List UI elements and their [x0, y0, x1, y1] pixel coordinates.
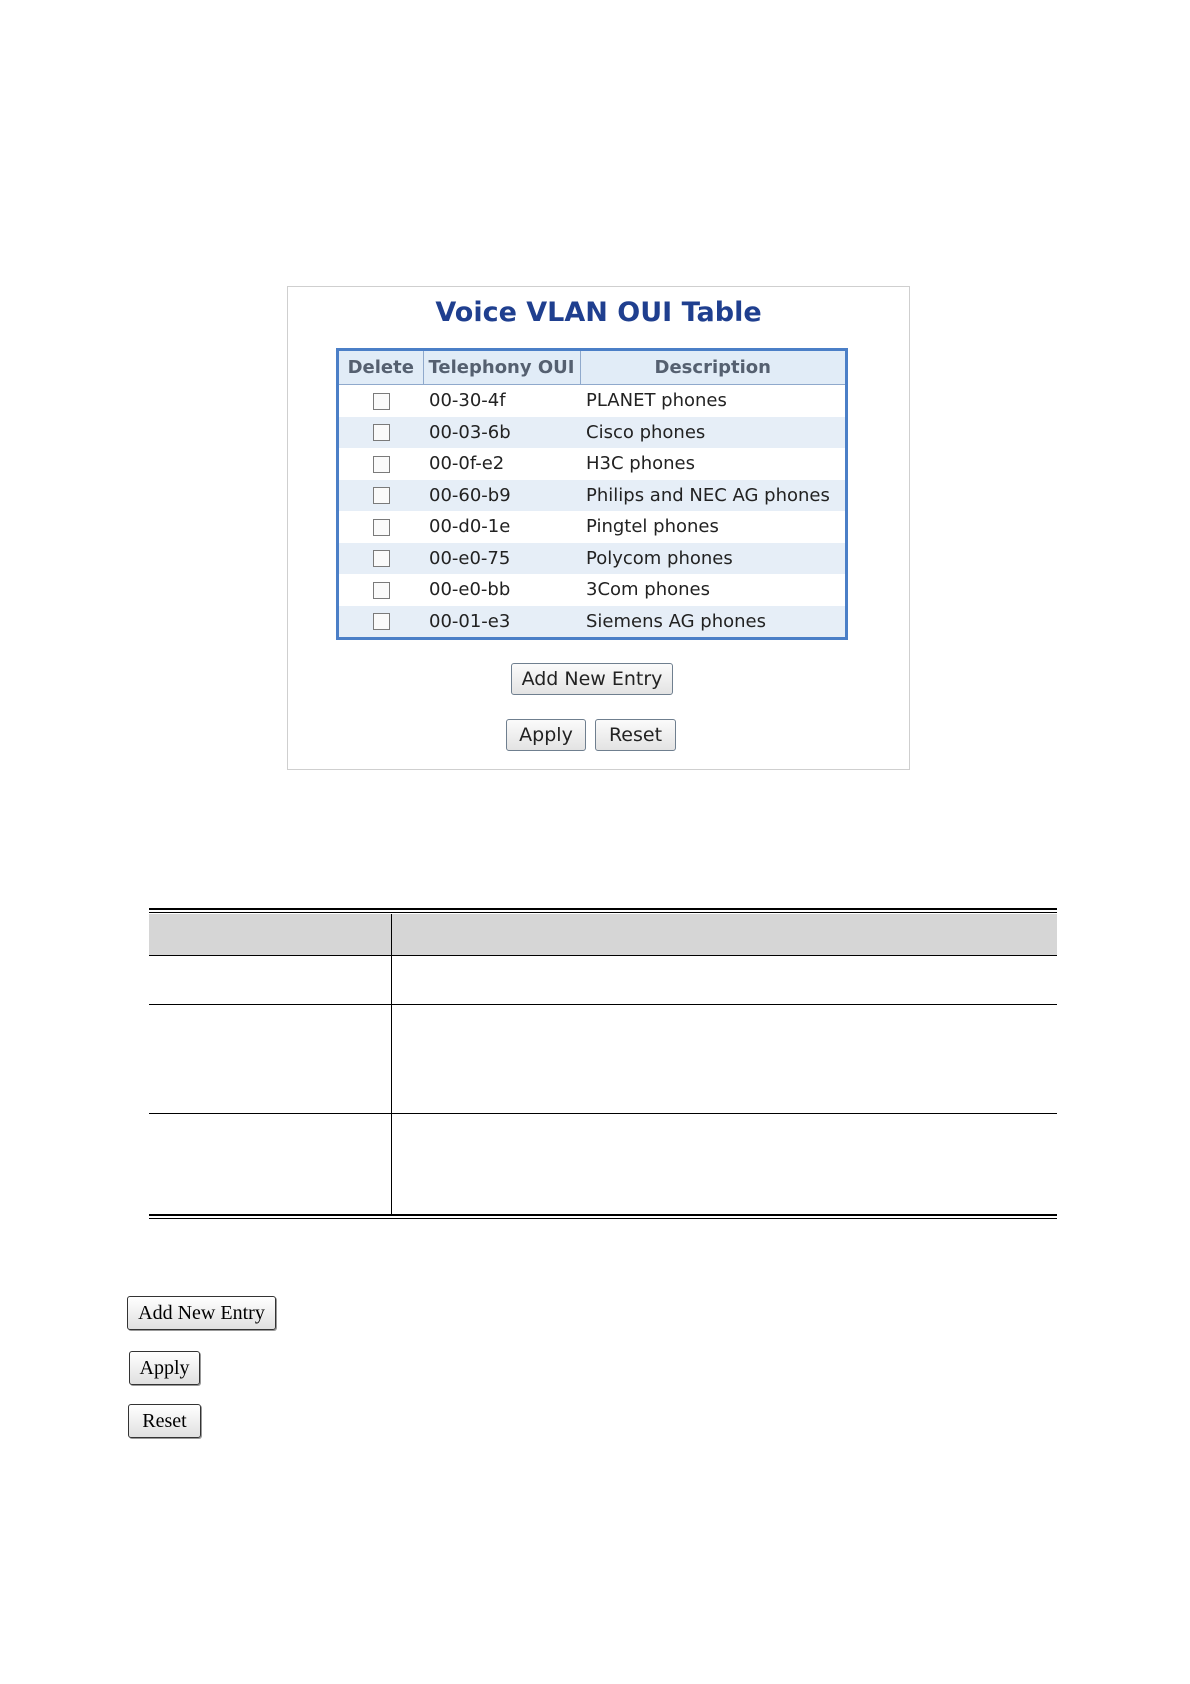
delete-checkbox[interactable]	[373, 424, 390, 441]
table-row	[338, 448, 847, 480]
description-cell: Pingtel phones	[580, 511, 847, 543]
description-cell: H3C phones	[580, 448, 847, 480]
description-cell: PLANET phones	[580, 385, 847, 417]
delete-checkbox[interactable]	[373, 519, 390, 536]
table-header-row	[338, 350, 847, 385]
table-row	[338, 385, 847, 417]
panel-title: Voice VLAN OUI Table	[435, 297, 762, 328]
delete-checkbox[interactable]	[373, 393, 390, 410]
oui-cell: 00-60-b9	[423, 480, 580, 512]
description-cell: Polycom phones	[580, 543, 847, 575]
oui-cell: 00-0f-e2	[423, 448, 580, 480]
delete-checkbox[interactable]	[373, 456, 390, 473]
delete-checkbox[interactable]	[373, 582, 390, 599]
oui-cell: 00-30-4f	[423, 385, 580, 417]
column-header-delete: Delete	[338, 350, 424, 385]
voice-vlan-oui-panel	[287, 286, 910, 770]
reset-legend-button[interactable]: Reset	[128, 1404, 201, 1438]
parameter-table-header	[149, 914, 1057, 956]
oui-cell: 00-d0-1e	[423, 511, 580, 543]
table-row	[338, 543, 847, 575]
description-cell: 3Com phones	[580, 574, 847, 606]
add-new-entry-legend-button[interactable]: Add New Entry	[127, 1296, 276, 1330]
column-header-telephony-oui: Telephony OUI	[423, 350, 580, 385]
table-row	[338, 606, 847, 639]
apply-button[interactable]: Apply	[506, 719, 586, 751]
oui-cell: 00-e0-75	[423, 543, 580, 575]
delete-checkbox[interactable]	[373, 487, 390, 504]
apply-legend-button[interactable]: Apply	[129, 1351, 200, 1385]
column-header-description: Description	[580, 350, 847, 385]
table-row	[338, 480, 847, 512]
oui-cell: 00-03-6b	[423, 417, 580, 449]
table-row	[338, 417, 847, 449]
delete-checkbox[interactable]	[373, 550, 390, 567]
table-row	[338, 511, 847, 543]
oui-cell: 00-e0-bb	[423, 574, 580, 606]
oui-table	[336, 348, 848, 640]
add-new-entry-button[interactable]: Add New Entry	[511, 663, 673, 695]
description-cell: Philips and NEC AG phones	[580, 480, 847, 512]
delete-checkbox[interactable]	[373, 613, 390, 630]
description-cell: Cisco phones	[580, 417, 847, 449]
description-cell: Siemens AG phones	[580, 606, 847, 639]
reset-button[interactable]: Reset	[595, 719, 676, 751]
parameter-table	[149, 908, 1057, 1221]
table-row	[338, 574, 847, 606]
oui-cell: 00-01-e3	[423, 606, 580, 639]
